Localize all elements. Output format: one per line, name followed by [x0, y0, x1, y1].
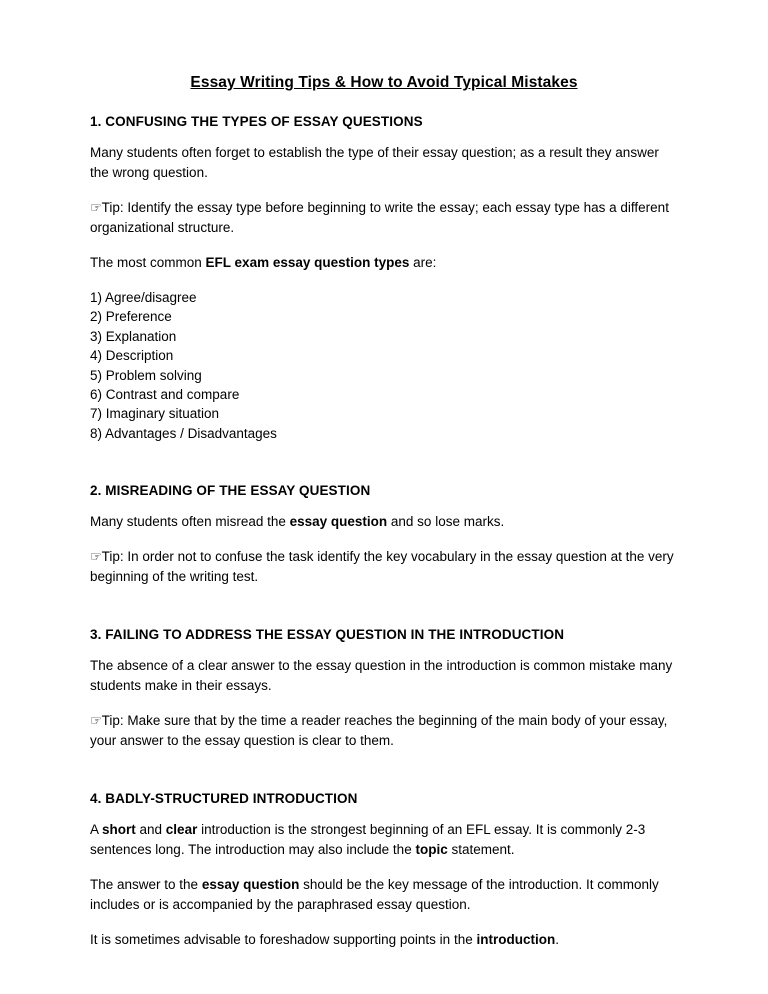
section-4-paragraph-3 — [90, 930, 678, 950]
s4-p1-b: and — [135, 822, 166, 838]
list-item: 6) Contrast and compare — [90, 387, 240, 403]
s4-p2-a: The answer to the — [90, 877, 202, 893]
s4-p1-a: A — [90, 822, 103, 838]
section-2-tip — [90, 547, 678, 587]
list-item: 4) Description — [90, 348, 174, 364]
essay-question-types-list — [90, 288, 678, 444]
s4-p2-c: should be the key message of the introduction. It commonly includes or is accompanied by the paraphrased essay question. — [90, 877, 659, 913]
section-1-tip — [90, 198, 678, 238]
section-heading-4: 4. BADLY-STRUCTURED INTRODUCTION — [90, 791, 358, 807]
section-2-paragraph-bold: essay question — [289, 514, 388, 530]
lead-in-before: The most common — [90, 254, 206, 270]
section-4-paragraph-1 — [90, 820, 678, 860]
section-1-lead-in — [90, 253, 678, 273]
pointing-hand-icon: ☞ — [90, 713, 102, 729]
section-3-tip — [90, 711, 678, 751]
s4-p2-bold: essay question — [201, 877, 300, 893]
s4-p1-bold-topic: topic — [415, 842, 448, 858]
list-item: 7) Imaginary situation — [90, 406, 220, 422]
list-item: 1) Agree/disagree — [90, 289, 197, 305]
section-1-paragraph: Many students often forget to establish the type of their essay question; as a result they answer the wrong question. — [90, 145, 659, 180]
pointing-hand-icon: ☞ — [90, 549, 102, 565]
page-title: Essay Writing Tips & How to Avoid Typical Mistakes — [190, 74, 578, 91]
pointing-hand-icon: ☞ — [90, 199, 102, 215]
s4-p1-bold-clear: clear — [165, 822, 198, 838]
s4-p3-c: . — [555, 932, 559, 947]
section-heading-1: 1. CONFUSING THE TYPES OF ESSAY QUESTIONS — [90, 114, 423, 129]
list-item: 5) Problem solving — [90, 367, 202, 383]
section-1-tip-text: Tip: Identify the essay type before beginning to write the essay; each essay type has a different organizational structure. — [90, 199, 669, 235]
section-heading-2: 2. MISREADING OF THE ESSAY QUESTION — [90, 483, 371, 499]
lead-in-after: are: — [409, 254, 437, 270]
section-2-paragraph-after: and so lose marks. — [387, 514, 505, 530]
section-3-tip-text: Tip: Make sure that by the time a reader reaches the beginning of the main body of your essay, your answer to the essay question is clear to them. — [90, 713, 668, 749]
section-2-tip-text: Tip: In order not to confuse the task identify the key vocabulary in the essay question at the very beginning of the writing test. — [90, 549, 674, 585]
s4-p3-bold: introduction — [476, 932, 556, 947]
s4-p1-d: statement. — [447, 842, 515, 858]
section-heading-3: 3. FAILING TO ADDRESS THE ESSAY QUESTION IN THE INTRODUCTION — [90, 627, 565, 643]
section-2-paragraph — [90, 512, 678, 532]
s4-p1-c: introduction is the strongest beginning of an EFL essay. It is commonly 2-3 sentences long. The introduction may also include the — [90, 822, 646, 858]
section-3-paragraph: The absence of a clear answer to the essay question in the introduction is common mistake many students make in their essays. — [90, 658, 673, 694]
list-item: 3) Explanation — [90, 328, 177, 344]
list-item: 2) Preference — [90, 309, 172, 325]
s4-p1-bold-short: short — [102, 822, 136, 838]
lead-in-bold: EFL exam essay question types — [205, 254, 410, 270]
list-item: 8) Advantages / Disadvantages — [90, 425, 277, 441]
s4-p3-a: It is sometimes advisable to foreshadow supporting points in the — [90, 932, 477, 947]
section-2-paragraph-before: Many students often misread the — [90, 514, 290, 530]
section-4-paragraph-2 — [90, 875, 678, 915]
